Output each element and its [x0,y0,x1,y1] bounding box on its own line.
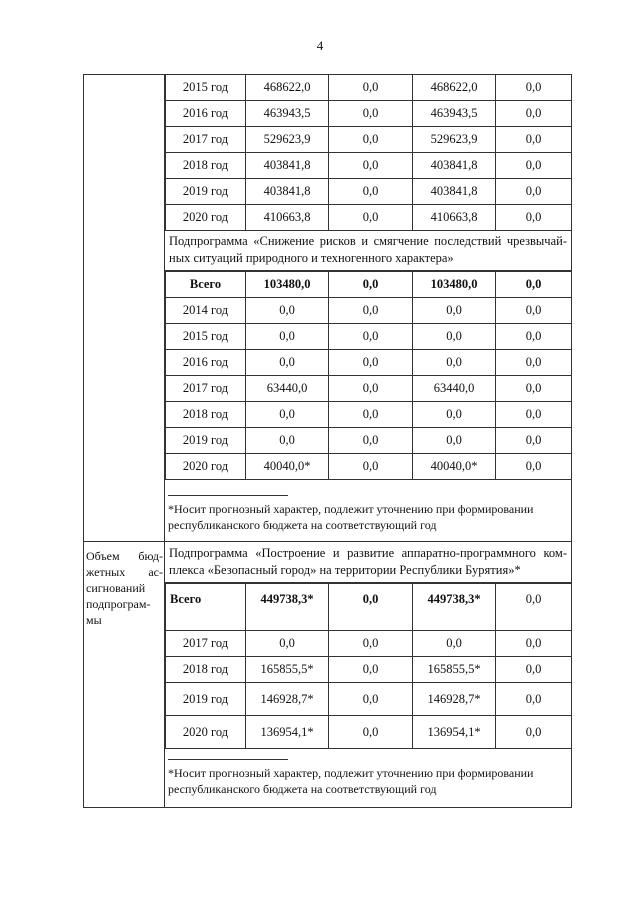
total-label: Всего [166,584,246,631]
total-label: Всего [166,272,246,298]
value-cell-c1: 0,0 [246,350,329,376]
year-cell: 2019 год [166,428,246,454]
year-cell: 2020 год [166,716,246,749]
total-c4: 0,0 [496,272,572,298]
total-c1: 103480,0 [246,272,329,298]
value-cell-c1: 0,0 [246,402,329,428]
value-cell-c1: 0,0 [246,428,329,454]
year-cell: 2016 год [166,101,246,127]
value-cell-c3: 463943,5 [413,101,496,127]
table-row [166,657,572,683]
value-cell-c3: 529623,9 [413,127,496,153]
value-cell-c2: 0,0 [329,127,413,153]
year-cell: 2019 год [166,179,246,205]
year-cell: 2017 год [166,631,246,657]
table-row [166,298,572,324]
page-number: 4 [316,38,324,53]
year-cell: 2016 год [166,350,246,376]
value-cell-c3: 0,0 [413,402,496,428]
value-cell-c2: 0,0 [329,454,413,480]
value-cell-c3: 0,0 [413,298,496,324]
value-cell-c4: 0,0 [496,376,572,402]
value-cell-c1: 0,0 [246,298,329,324]
value-cell-c2: 0,0 [329,179,413,205]
table-row [166,350,572,376]
value-cell-c3: 40040,0* [413,454,496,480]
value-cell-c4: 0,0 [496,350,572,376]
value-cell-c4: 0,0 [496,428,572,454]
value-cell-c1: 463943,5 [246,101,329,127]
value-cell-c1: 403841,8 [246,179,329,205]
year-cell: 2018 год [166,153,246,179]
value-cell-c3: 410663,8 [413,205,496,231]
value-cell-c4: 0,0 [496,101,572,127]
table-row [166,75,572,101]
value-cell-c3: 136954,1* [413,716,496,749]
table-row [166,127,572,153]
value-cell-c2: 0,0 [329,402,413,428]
value-cell-c4: 0,0 [496,716,572,749]
value-cell-c2: 0,0 [329,101,413,127]
value-cell-c2: 0,0 [329,298,413,324]
budget-sheet [83,74,572,808]
value-cell-c2: 0,0 [329,683,413,716]
budget-volume-label: Объем бюд-жетных ас-сигнований подпрограм-мы [86,549,163,627]
total-c4: 0,0 [496,584,572,631]
value-cell-c2: 0,0 [329,657,413,683]
footnote-rule [168,495,288,496]
value-cell-c2: 0,0 [329,428,413,454]
table-row [166,428,572,454]
subprogram-2 [165,542,571,797]
value-cell-c4: 0,0 [496,454,572,480]
value-cell-c1: 63440,0 [246,376,329,402]
table-row [166,376,572,402]
total-c3: 103480,0 [413,272,496,298]
value-cell-c4: 0,0 [496,205,572,231]
subprogram-1-title: Подпрограмма «Снижение рисков и смягчение последствий чрезвычай-ных ситуаций природного и техногенного характера» [165,230,571,271]
table-row [166,631,572,657]
year-cell: 2018 год [166,657,246,683]
value-cell-c1: 0,0 [246,324,329,350]
value-cell-c1: 529623,9 [246,127,329,153]
year-cell: 2020 год [166,205,246,231]
value-cell-c1: 0,0 [246,631,329,657]
subprogram-2-title: Подпрограмма «Построение и развитие аппаратно-программного ком-плекса «Безопасный город» на территории Республики Бурятия»* [165,542,571,583]
footnote-rule [168,759,288,760]
top-table [165,74,572,231]
table-row [166,716,572,749]
value-cell-c4: 0,0 [496,683,572,716]
subprogram-2-total-row [166,584,572,631]
table-row [166,153,572,179]
value-cell-c1: 468622,0 [246,75,329,101]
value-cell-c2: 0,0 [329,376,413,402]
table-row [166,454,572,480]
value-cell-c4: 0,0 [496,402,572,428]
year-cell: 2019 год [166,683,246,716]
year-cell: 2018 год [166,402,246,428]
value-cell-c3: 403841,8 [413,153,496,179]
value-cell-c1: 146928,7* [246,683,329,716]
value-cell-c2: 0,0 [329,75,413,101]
value-cell-c2: 0,0 [329,324,413,350]
value-cell-c3: 468622,0 [413,75,496,101]
year-cell: 2015 год [166,75,246,101]
year-cell: 2017 год [166,376,246,402]
value-cell-c3: 165855,5* [413,657,496,683]
value-cell-c1: 165855,5* [246,657,329,683]
table-row [166,101,572,127]
value-cell-c3: 0,0 [413,428,496,454]
value-cell-c3: 0,0 [413,324,496,350]
total-c1: 449738,3* [246,584,329,631]
value-cell-c3: 146928,7* [413,683,496,716]
value-cell-c3: 403841,8 [413,179,496,205]
year-cell: 2017 год [166,127,246,153]
subprogram-2-footnote: *Носит прогнозный характер, подлежит уточнению при формировании республиканского бюджета на соответствующий год [168,766,534,796]
value-cell-c2: 0,0 [329,153,413,179]
table-row [166,324,572,350]
total-c3: 449738,3* [413,584,496,631]
value-cell-c4: 0,0 [496,153,572,179]
year-cell: 2014 год [166,298,246,324]
value-cell-c4: 0,0 [496,324,572,350]
subprogram-2-table [165,583,572,749]
subprogram-1-total-row [166,272,572,298]
subprogram-1-table [165,271,572,480]
value-cell-c2: 0,0 [329,350,413,376]
value-cell-c1: 403841,8 [246,153,329,179]
value-cell-c2: 0,0 [329,716,413,749]
value-cell-c4: 0,0 [496,75,572,101]
value-cell-c2: 0,0 [329,631,413,657]
subprogram-1 [165,230,571,533]
value-cell-c1: 410663,8 [246,205,329,231]
table-row [166,179,572,205]
value-cell-c3: 63440,0 [413,376,496,402]
table-row [166,683,572,716]
top-section [165,74,571,231]
value-cell-c4: 0,0 [496,127,572,153]
table-row [166,402,572,428]
year-cell: 2020 год [166,454,246,480]
table-row [166,205,572,231]
value-cell-c1: 136954,1* [246,716,329,749]
value-cell-c4: 0,0 [496,298,572,324]
subprogram-1-footnote: *Носит прогнозный характер, подлежит уточнению при формировании республиканского бюджета на соответствующий год [168,502,534,532]
value-cell-c3: 0,0 [413,350,496,376]
value-cell-c3: 0,0 [413,631,496,657]
value-cell-c2: 0,0 [329,205,413,231]
value-cell-c4: 0,0 [496,179,572,205]
year-cell: 2015 год [166,324,246,350]
total-c2: 0,0 [329,584,413,631]
total-c2: 0,0 [329,272,413,298]
value-cell-c1: 40040,0* [246,454,329,480]
value-cell-c4: 0,0 [496,657,572,683]
value-cell-c4: 0,0 [496,631,572,657]
